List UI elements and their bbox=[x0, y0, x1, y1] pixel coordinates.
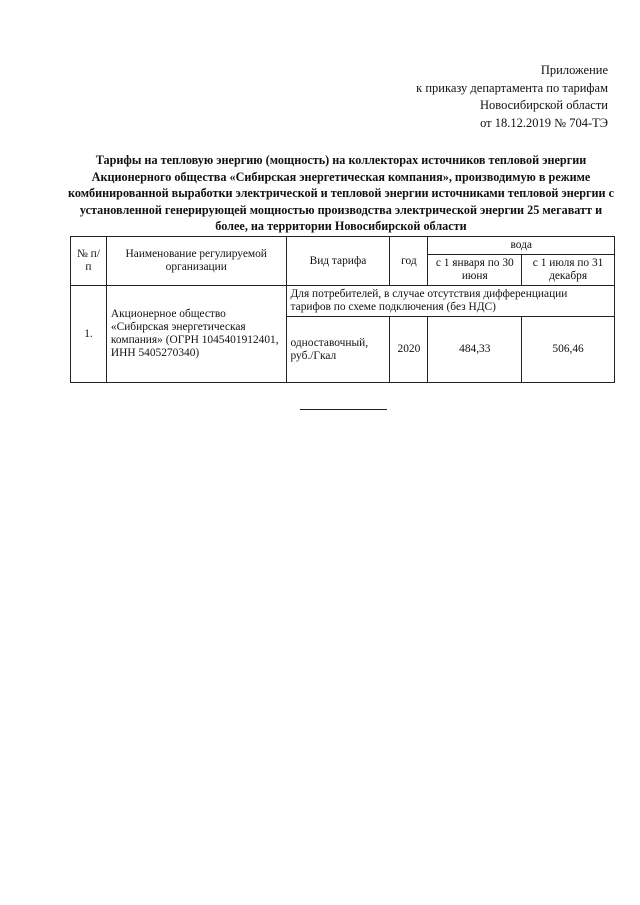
cell-year: 2020 bbox=[390, 317, 428, 383]
table-header-row bbox=[71, 237, 615, 255]
header-num: № п/п bbox=[71, 237, 107, 286]
tariff-table bbox=[70, 236, 615, 383]
header-period-1: с 1 января по 30 июня bbox=[428, 255, 522, 286]
header-period-2: с 1 июля по 31 декабря bbox=[522, 255, 615, 286]
annex-line-2: к приказу департамента по тарифам bbox=[416, 80, 608, 95]
header-year: год bbox=[390, 237, 428, 286]
header-group-water: вода bbox=[428, 237, 615, 255]
document-title: Тарифы на тепловую энергию (мощность) на коллекторах источников тепловой энергии Акционерного общества «Сибирская энергетическая компания», производимую в режиме комбинированной выработки электрической и тепловой энергии источниками тепловой энергии с установленной генерирующей мощностью производства электрической энергии 25 мегаватт и более, на территории Новосибирской области bbox=[68, 153, 615, 233]
header-tariff-type: Вид тарифа bbox=[286, 237, 390, 286]
cell-value-1: 484,33 bbox=[428, 317, 522, 383]
table-row bbox=[71, 286, 615, 317]
annex-line-4: от 18.12.2019 № 704-ТЭ bbox=[480, 115, 608, 130]
cell-num: 1. bbox=[71, 286, 107, 383]
cell-org: Акционерное общество «Сибирская энергетическая компания» (ОГРН 1045401912401, ИНН 5405270340) bbox=[106, 286, 286, 383]
cell-consumers: Для потребителей, в случае отсутствия дифференциации тарифов по схеме подключения (без НДС) bbox=[286, 286, 614, 317]
header-org: Наименование регулируемой организации bbox=[106, 237, 286, 286]
annex-line-1: Приложение bbox=[540, 63, 608, 77]
annex-line-3: Новосибирской области bbox=[479, 98, 608, 112]
cell-value-2: 506,46 bbox=[522, 317, 615, 383]
separator-line bbox=[300, 409, 387, 410]
cell-tariff-type: одноставочный, руб./Гкал bbox=[286, 317, 390, 383]
annex-block bbox=[416, 62, 608, 132]
